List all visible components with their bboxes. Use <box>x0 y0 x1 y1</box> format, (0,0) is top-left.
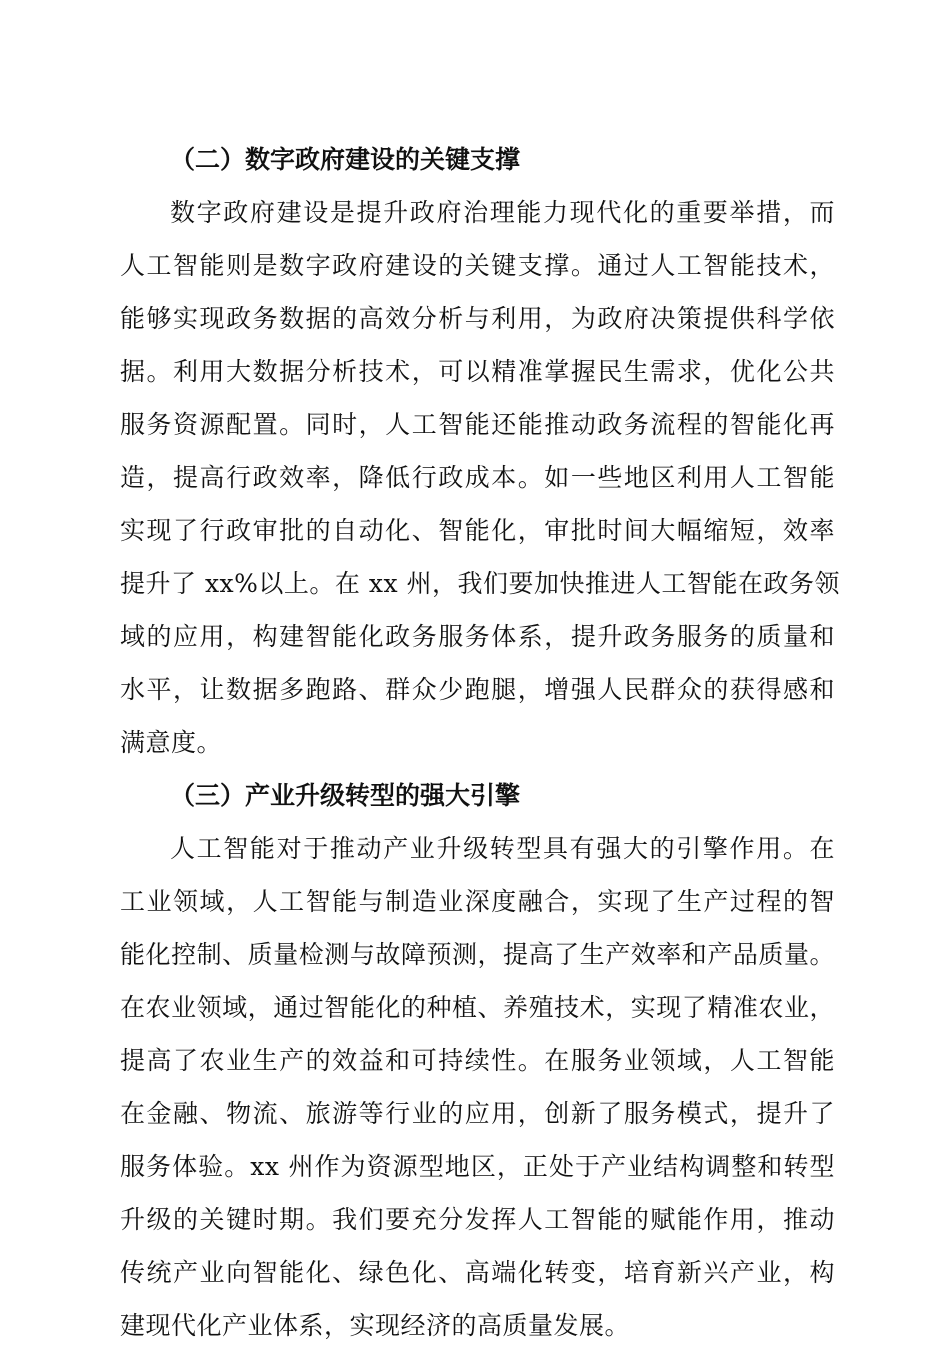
section-heading-industrial-upgrade: （三）产业升级转型的强大引擎 <box>170 781 521 810</box>
paragraph-line: 人工智能对于推动产业升级转型具有强大的引擎作用。在 <box>170 834 835 863</box>
paragraph-line: 据。利用大数据分析技术，可以精准掌握民生需求，优化公共 <box>120 357 835 386</box>
paragraph-line: 人工智能则是数字政府建设的关键支撑。通过人工智能技术， <box>120 251 835 280</box>
paragraph-line: 传统产业向智能化、绿色化、高端化转变，培育新兴产业，构 <box>120 1258 835 1287</box>
paragraph-line: 水平，让数据多跑路、群众少跑腿，增强人民群众的获得感和 <box>120 675 835 704</box>
paragraph-line: 在农业领域，通过智能化的种植、养殖技术，实现了精准农业， <box>120 993 835 1022</box>
paragraph-line: 工业领域，人工智能与制造业深度融合，实现了生产过程的智 <box>120 887 835 916</box>
paragraph-line: 能够实现政务数据的高效分析与利用，为政府决策提供科学依 <box>120 304 835 333</box>
paragraph-industrial-upgrade <box>120 822 835 1352</box>
paragraph-digital-government <box>120 186 840 769</box>
paragraph-line: 数字政府建设是提升政府治理能力现代化的重要举措，而 <box>170 198 835 227</box>
paragraph-line: 提高了农业生产的效益和可持续性。在服务业领域，人工智能 <box>120 1046 835 1075</box>
paragraph-line: 能化控制、质量检测与故障预测，提高了生产效率和产品质量。 <box>120 940 835 969</box>
paragraph-line: 建现代化产业体系，实现经济的高质量发展。 <box>120 1311 631 1340</box>
paragraph-line: 提升了 xx%以上。在 xx 州，我们要加快推进人工智能在政务领 <box>120 569 840 598</box>
paragraph-line: 升级的关键时期。我们要充分发挥人工智能的赋能作用，推动 <box>120 1205 835 1234</box>
paragraph-line: 服务体验。xx 州作为资源型地区，正处于产业结构调整和转型 <box>120 1152 835 1181</box>
document-body <box>120 133 840 1352</box>
paragraph-line: 域的应用，构建智能化政务服务体系，提升政务服务的质量和 <box>120 622 835 651</box>
paragraph-line: 服务资源配置。同时，人工智能还能推动政务流程的智能化再 <box>120 410 835 439</box>
paragraph-line: 实现了行政审批的自动化、智能化，审批时间大幅缩短，效率 <box>120 516 835 545</box>
paragraph-line: 满意度。 <box>120 728 223 757</box>
paragraph-line: 造，提高行政效率，降低行政成本。如一些地区利用人工智能 <box>120 463 835 492</box>
section-heading-digital-government: （二）数字政府建设的关键支撑 <box>170 145 521 174</box>
paragraph-line: 在金融、物流、旅游等行业的应用，创新了服务模式，提升了 <box>120 1099 835 1128</box>
